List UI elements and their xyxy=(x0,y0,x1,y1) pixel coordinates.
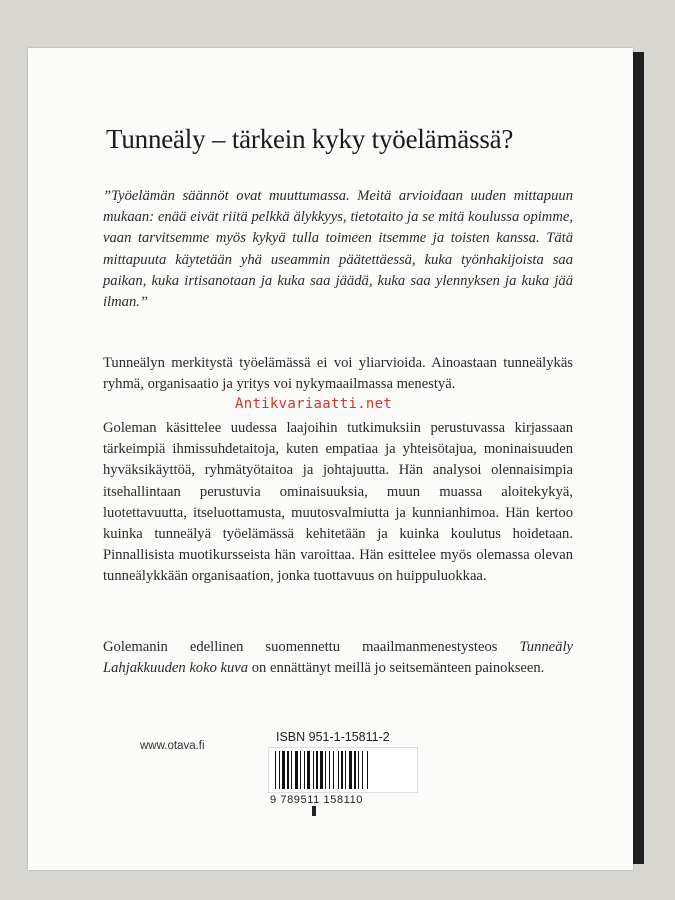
barcode-bar xyxy=(320,751,323,789)
barcode-bar xyxy=(295,751,298,789)
publisher-website: www.otava.fi xyxy=(140,740,205,752)
paragraph-3 xyxy=(103,637,573,679)
cover-title: Tunneäly – tärkein kyky työelämässä? xyxy=(106,124,514,154)
barcode-bar xyxy=(307,751,310,789)
barcode-number: 9 789511 158110 xyxy=(270,794,364,806)
barcode-bar xyxy=(300,751,301,789)
barcode-bar xyxy=(287,751,289,789)
barcode xyxy=(268,747,418,793)
paragraph-3-end: on ennättänyt meillä jo seitsemänteen painokseen. xyxy=(248,660,545,677)
barcode-bar xyxy=(358,751,359,789)
isbn-label: ISBN 951-1-15811-2 xyxy=(276,730,390,744)
cover-quote: ”Työelämän säännöt ovat muuttumassa. Meitä arvioidaan uuden mittapuun mukaan: enää eivät riitä pelkkä älykkyys, tietotaito ja se mitä koulussa opimme, vaan tarvitsemme myös kykyä tulla toimeen itsemme ja toisten kanssa. Tätä mittapuuta käytetään yhä useammin päätettäessä, kuka työnhakijoista saa paikan, kuka irtisanotaan ja kuka saa jäädä, kuka saa ylennyksen ja kuka jää ilman.” xyxy=(103,188,573,311)
paragraph-1: Tunneälyn merkitystä työelämässä ei voi yliarvioida. Ainoastaan tunneälykäs ryhmä, organisaatio ja yritys voi nykymaailmassa menestyä. xyxy=(103,355,573,393)
barcode-bar xyxy=(275,751,276,789)
barcode-mark xyxy=(312,806,316,816)
barcode-bar xyxy=(349,751,352,789)
barcode-bar xyxy=(316,751,318,789)
barcode-bars-icon xyxy=(273,751,413,789)
paragraph-3-start: Golemanin edellinen suomennettu maailmanmenestysteos xyxy=(103,639,520,655)
barcode-bar xyxy=(362,751,363,789)
barcode-bar xyxy=(333,751,334,789)
barcode-bar xyxy=(329,751,330,789)
barcode-bar xyxy=(282,751,285,789)
barcode-bar xyxy=(367,751,368,789)
barcode-bar xyxy=(341,751,343,789)
barcode-bar xyxy=(325,751,326,789)
barcode-bar xyxy=(338,751,339,789)
watermark-text: Antikvariaatti.net xyxy=(235,396,393,412)
paragraph-3-book-title: Tunneäly Lahjakkuuden koko kuva xyxy=(103,639,573,677)
barcode-bar xyxy=(313,751,314,789)
barcode-bar xyxy=(354,751,356,789)
barcode-bar xyxy=(345,751,346,789)
barcode-bar xyxy=(304,751,305,789)
barcode-bar xyxy=(291,751,292,789)
barcode-bar xyxy=(279,751,280,789)
paragraph-2: Goleman käsittelee uudessa laajoihin tutkimuksiin perustuvassa kirjassaan tärkeimpiä ihmissuhdetaitoja, kuten empatiaa ja yhteisötajua, moninaisuuden hyväksikäyttöä, ryhmätyötaitoa ja johtajuutta. Hän analysoi olennaisimpia itsehallintaan perustuvia ominaisuuksia, muun muassa aloitekykyä, luotettavuutta, itseluottamusta, muutosvalmiutta ja kunnianhimoa. Hän kertoo kuinka tunneälyä työelämässä kehitetään ja kuinka koulutus hoidetaan. Pinnallisista muotikursseista hän varoittaa. Hän esittelee myös olemassa olevan tunneälykkään organisaation, jonka tuottavuus on huippuluokkaa. xyxy=(103,420,573,585)
